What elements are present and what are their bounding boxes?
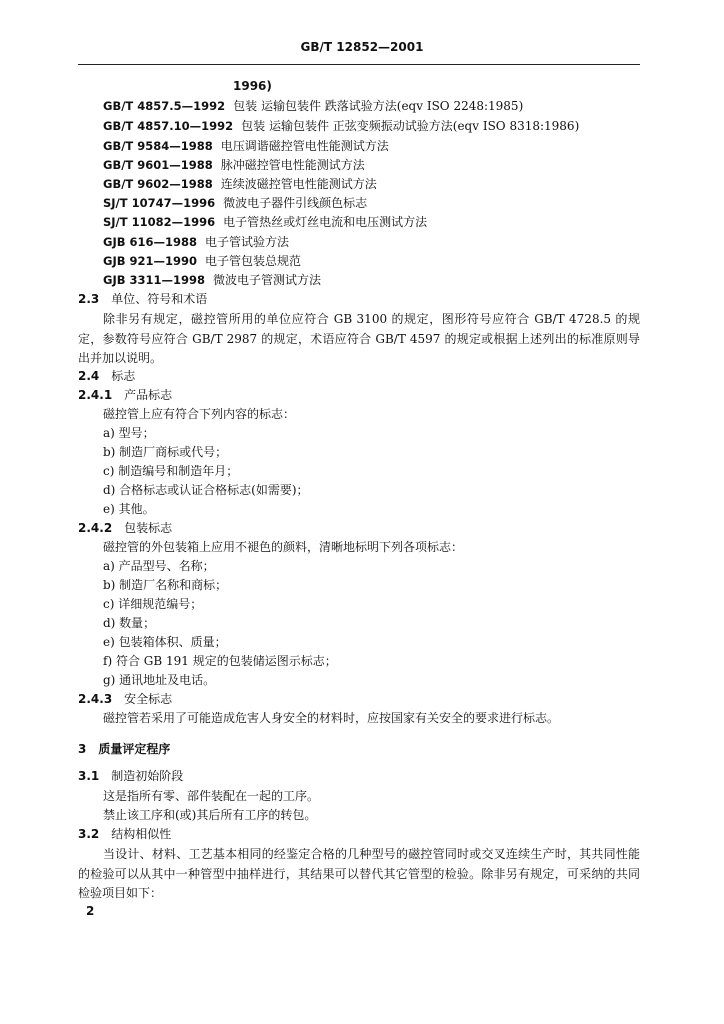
section-2-4-2-heading: 2.4.2 包装标志 [78, 521, 173, 535]
list-item: e) 包装箱体积、质量； [103, 635, 227, 649]
ref-item: GB/T 9584—1988 电压调谐磁控管电性能测试方法 [103, 139, 389, 153]
section-2-3-paragraph: 除非另有规定，磁控管所用的单位应符合 GB 3100 的规定，图形符号应符合 GB/T 4728.5 的规定，参数符号应符合 GB/T 2987 的规定，术语应符合 GB/T 4597 的规定或根据上述列出的标准原则导出并加以说明。 [78, 312, 640, 365]
ref-item: GJB 616—1988 电子管试验方法 [103, 235, 290, 249]
section-3-2-heading: 3.2 结构相似性 [78, 827, 172, 841]
ref-item: GB/T 4857.5—1992 包装 运输包装件 跌落试验方法(eqv ISO 2248:1985) [103, 99, 524, 113]
section-2-4-2-intro: 磁控管的外包装箱上应用不褪色的颜料，清晰地标明下列各项标志： [103, 540, 464, 554]
section-3-1-heading: 3.1 制造初始阶段 [78, 769, 184, 783]
ref-item: GB/T 9601—1988 脉冲磁控管电性能测试方法 [103, 158, 365, 172]
list-item: a) 产品型号、名称； [103, 559, 215, 573]
section-3-1-line: 禁止该工序和(或)其后所有工序的转包。 [103, 808, 317, 822]
list-item: c) 制造编号和制造年月； [103, 464, 239, 478]
section-2-4-1-intro: 磁控管上应有符合下列内容的标志： [103, 407, 296, 421]
section-2-3-heading: 2.3 单位、符号和术语 [78, 292, 208, 306]
list-item: e) 其他。 [103, 502, 155, 516]
ref-continuation: 1996) [233, 79, 272, 93]
section-2-4-3-heading: 2.4.3 安全标志 [78, 692, 173, 706]
page-number: 2 [86, 904, 95, 918]
page-header: GB/T 12852—2001 [300, 40, 424, 54]
list-item: b) 制造厂商标或代号； [103, 445, 228, 459]
list-item: g) 通讯地址及电话。 [103, 673, 216, 687]
header-rule [78, 64, 640, 65]
list-item: b) 制造厂名称和商标； [103, 578, 228, 592]
ref-item: SJ/T 10747—1996 微波电子器件引线颜色标志 [103, 196, 368, 210]
section-2-4-3-text: 磁控管若采用了可能造成危害人身安全的材料时，应按国家有关安全的要求进行标志。 [103, 711, 560, 725]
list-item: d) 合格标志或认证合格标志(如需要)； [103, 483, 309, 497]
section-3-2-paragraph: 当设计、材料、工艺基本相同的经鉴定合格的几种型号的磁控管同时或交叉连续生产时，其共同性能的检验可以从其中一种管型中抽样进行，其结果可以替代其它管型的检验。除非另有规定，可采纳的共同检验项目如下： [78, 847, 640, 900]
ref-item: GB/T 4857.10—1992 包装 运输包装件 正弦变频振动试验方法(eqv ISO 8318:1986) [103, 119, 580, 133]
section-2-4-heading: 2.4 标志 [78, 369, 136, 383]
section-2-4-1-heading: 2.4.1 产品标志 [78, 388, 173, 402]
ref-item: GJB 3311—1998 微波电子管测试方法 [103, 273, 322, 287]
section-3-heading: 3 质量评定程序 [78, 742, 171, 756]
list-item: a) 型号； [103, 426, 155, 440]
list-item: f) 符合 GB 191 规定的包装储运图示标志； [103, 654, 337, 668]
section-3-1-line: 这是指所有零、部件装配在一起的工序。 [103, 789, 320, 803]
ref-item: GB/T 9602—1988 连续波磁控管电性能测试方法 [103, 177, 377, 191]
ref-item: GJB 921—1990 电子管包装总规范 [103, 254, 302, 268]
list-item: d) 数量； [103, 616, 156, 630]
ref-item: SJ/T 11082—1996 电子管热丝或灯丝电流和电压测试方法 [103, 215, 428, 229]
list-item: c) 详细规范编号； [103, 597, 203, 611]
